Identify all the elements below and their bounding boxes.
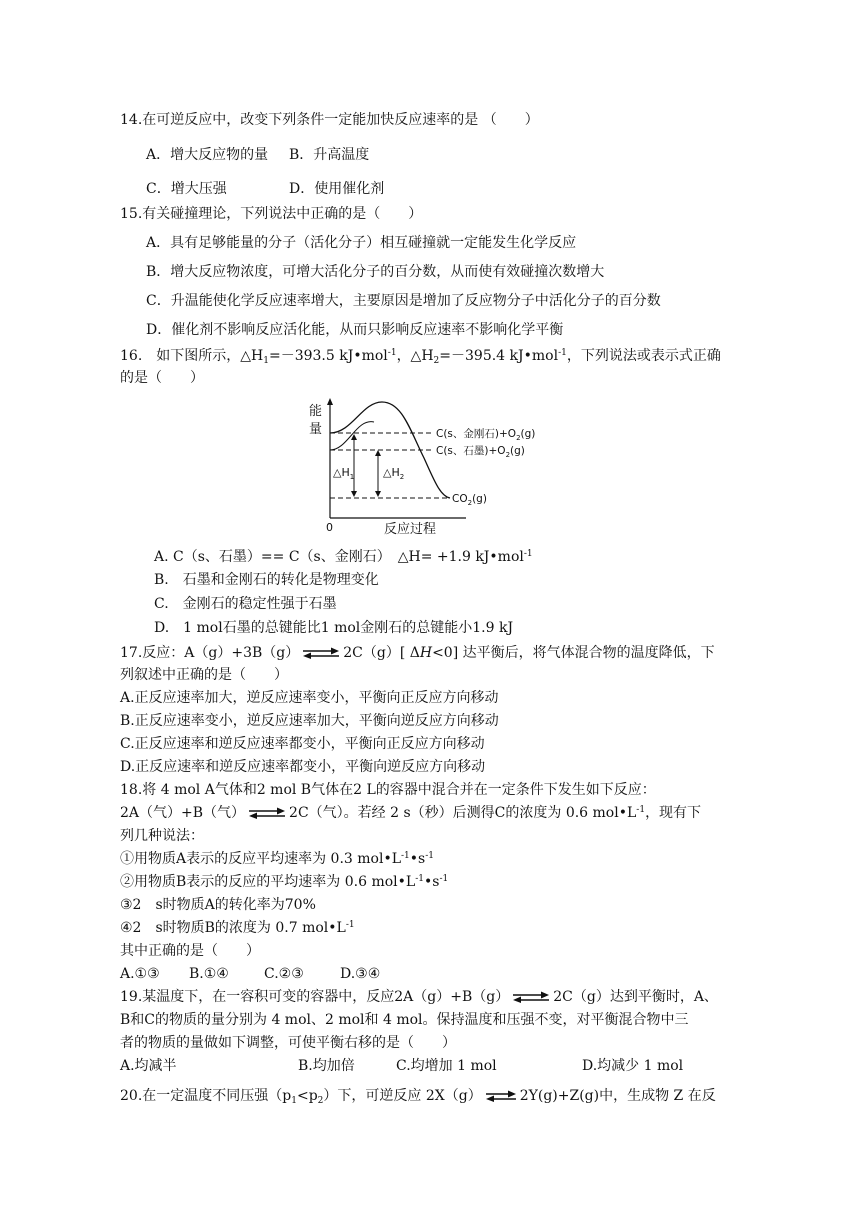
y-axis-arrow	[327, 398, 333, 405]
q19-text: 2C（g）达到平衡时，A、	[553, 989, 718, 1005]
q18-superscript: -1	[401, 851, 410, 861]
q20-text: ）下，可逆反应 2X（g）	[323, 1088, 482, 1104]
q17-text: 17.反应：A（g）+3B（g）	[120, 645, 300, 661]
level-graphite-text: C(s、石墨)+O	[436, 445, 506, 457]
q17-text: <0] 达平衡后，将气体混合物的温度降低，下	[432, 645, 715, 661]
level-graphite-label	[436, 445, 525, 459]
diagram-ylabel-1: 能	[309, 404, 323, 419]
q18-statement-text: •s	[409, 851, 426, 867]
q16-text: 16. 如下图所示，△H	[120, 348, 264, 364]
dh1-arrow-head-down	[351, 491, 357, 497]
level-diamond-text: C(s、金刚石)+O	[436, 428, 517, 440]
q16-subscript: 1	[263, 356, 269, 366]
level-graphite-state: (g)	[510, 445, 525, 457]
equilibrium-arrow-icon	[247, 807, 287, 819]
q15-stem: 15.有关碰撞理论，下列说法中正确的是（ ）	[120, 206, 423, 222]
level-graphite-sub: 2	[505, 451, 511, 459]
equilibrium-arrow-icon	[511, 991, 551, 1003]
q18-statement-text: ④2 s时物质B的浓度为 0.7 mol•L	[120, 920, 346, 936]
q20-text: <p	[296, 1088, 318, 1104]
q18-statement-3: ③2 s时物质A的转化率为70%	[120, 897, 316, 913]
level-co2-label	[452, 493, 487, 507]
q18-statement-1	[120, 849, 434, 869]
q18-superscript: -1	[415, 874, 424, 884]
q18-stem-line1: 18.将 4 mol A气体和2 mol B气体在2 L的容器中混合并在一定条件下发生如下反应：	[120, 782, 656, 798]
q14-option-c: C．增大压强	[146, 181, 227, 197]
q17-option-a: A.正反应速率加大，逆反应速率变小，平衡向正反应方向移动	[120, 690, 499, 706]
level-co2-sub: 2	[467, 499, 473, 507]
level-diamond-sub: 2	[516, 434, 521, 442]
q18-option-d: D.③④	[340, 966, 381, 982]
q19-option-b: B.均加倍	[298, 1058, 355, 1074]
q18-superscript: -1	[345, 920, 355, 930]
level-co2-text: CO	[452, 493, 468, 505]
q20-stem	[120, 1086, 716, 1106]
q18-option-a: A.①③	[120, 966, 160, 982]
q16-subscript: 2	[433, 356, 440, 366]
q17-stem-line1	[120, 643, 715, 663]
q19-stem-line3: 者的物质的量做如下调整，可使平衡右移的是（ ）	[120, 1035, 456, 1051]
q16-option-a-sup: -1	[523, 549, 533, 559]
q16-text: =－395.4 kJ•mol	[439, 348, 559, 364]
q19-stem-line1	[120, 987, 718, 1007]
q16-option-b: B. 石墨和金刚石的转化是物理变化	[154, 572, 379, 588]
q18-statement-text: ②用物质B表示的反应的平均速率为 0.6 mol•L	[120, 874, 416, 890]
level-diamond-state: (g)	[520, 428, 536, 440]
dh2-arrow-head-up	[375, 450, 381, 456]
q16-option-c: C. 金刚石的稳定性强于石墨	[154, 596, 337, 612]
q19-option-c: C.均增加 1 mol	[396, 1058, 497, 1074]
q18-stem-line2	[120, 803, 701, 823]
q17-option-b: B.正反应速率变小，逆反应速率加大，平衡向逆反应方向移动	[120, 713, 499, 729]
equilibrium-arrow-icon	[301, 647, 341, 659]
q15-option-a: A．具有足够能量的分子（活化分子）相互碰撞就一定能发生化学反应	[146, 235, 577, 251]
q17-stem-line2: 列叙述中正确的是（ ）	[120, 667, 288, 683]
q18-text: ，现有下	[645, 805, 702, 821]
level-diamond-label	[436, 427, 535, 442]
q19-stem-line2: B和C的物质的量分别为 4 mol、2 mol和 4 mol。保持温度和压强不变，对平衡混合物中三	[120, 1012, 689, 1028]
q16-stem-line2: 的是（ ）	[120, 370, 204, 386]
q20-subscript: 1	[291, 1096, 297, 1106]
level-co2-state: (g)	[472, 493, 487, 505]
q15-option-d: D．催化剂不影响反应活化能，从而只影响反应速率不影响化学平衡	[146, 322, 564, 338]
q16-superscript: -1	[387, 348, 397, 358]
diagram-xlabel: 反应过程	[384, 522, 437, 536]
q20-subscript: 2	[317, 1096, 324, 1106]
q19-option-d: D.均减少 1 mol	[582, 1058, 684, 1074]
q18-statement-text: •s	[423, 874, 440, 890]
q18-text: 2C（气）。若经 2 s（秒）后测得C的浓度为 0.6 mol•L	[289, 805, 637, 821]
energy-diagram	[306, 396, 546, 536]
q14-option-d: D．使用催化剂	[289, 181, 385, 197]
dh1-label	[333, 466, 354, 481]
q18-option-c: C.②③	[264, 966, 304, 982]
q17-option-d: D.正反应速率和逆反应速率都变小，平衡向逆反应方向移动	[120, 759, 486, 775]
q18-statement-text: ①用物质A表示的反应平均速率为 0.3 mol•L	[120, 851, 402, 867]
q14-option-b: B．升高温度	[289, 147, 370, 163]
q17-option-c: C.正反应速率和逆反应速率都变小，平衡向正反应方向移动	[120, 736, 485, 752]
q17-text: 2C（g）[ Δ	[343, 645, 420, 661]
dh2-label-sub: 2	[399, 473, 405, 481]
q20-text: 20.在一定温度不同压强（p	[120, 1088, 292, 1104]
q16-option-a-text: A. C（s、石墨）== C（s、金刚石） △H= +1.9 kJ•mol	[154, 549, 524, 565]
q16-text: ，△H	[396, 348, 434, 364]
diagram-origin: 0	[326, 521, 333, 534]
q18-superscript: -1	[439, 874, 449, 884]
q20-text: 2Y(g)+Z(g)中，生成物 Z 在反	[519, 1088, 716, 1104]
q18-superscript: -1	[425, 851, 435, 861]
q16-text: =－393.5 kJ•mol	[268, 348, 388, 364]
q14-option-a: A．增大反应物的量	[146, 147, 269, 163]
q15-option-c: C．升温能使化学反应速率增大，主要原因是增加了反应物分子中活化分子的百分数	[146, 293, 661, 309]
dh1-label-sub: 1	[349, 473, 355, 481]
dh1-label-main: △H	[333, 466, 350, 479]
q16-option-d: D. 1 mol石墨的总键能比1 mol金刚石的总键能小1.9 kJ	[154, 620, 514, 636]
q16-superscript: -1	[558, 348, 567, 358]
q18-superscript: -1	[636, 805, 646, 815]
diagram-ylabel-2: 量	[309, 422, 323, 437]
q16-option-a	[154, 547, 533, 567]
q18-stem-line3: 列几种说法：	[120, 828, 204, 844]
q18-statement-4	[120, 918, 355, 938]
q16-text: ，下列说法或表示式正确	[566, 348, 721, 364]
q14-stem: 14.在可逆反应中，改变下列条件一定能加快反应速率的是 （ ）	[120, 112, 539, 128]
q19-text: 19.某温度下，在一容积可变的容器中，反应2A（g）+B（g）	[120, 989, 510, 1005]
q18-option-b: B.①④	[189, 966, 229, 982]
q19-option-a: A.均减半	[120, 1058, 177, 1074]
q17-italic-h: H	[419, 645, 433, 661]
equilibrium-arrow-icon	[484, 1089, 518, 1103]
q18-text: 2A（气）+B（气）	[120, 805, 246, 821]
dh2-arrow-head-down	[375, 491, 381, 497]
q18-ask: 其中正确的是（ ）	[120, 943, 260, 959]
q15-option-b: B．增大反应物浓度，可增大活化分子的百分数，从而使有效碰撞次数增大	[146, 264, 605, 280]
dh2-label-main: △H	[383, 466, 400, 479]
q18-statement-2	[120, 872, 448, 892]
q16-stem-line1	[120, 346, 721, 366]
curve-graphite	[330, 422, 374, 450]
dh2-label	[383, 466, 404, 481]
